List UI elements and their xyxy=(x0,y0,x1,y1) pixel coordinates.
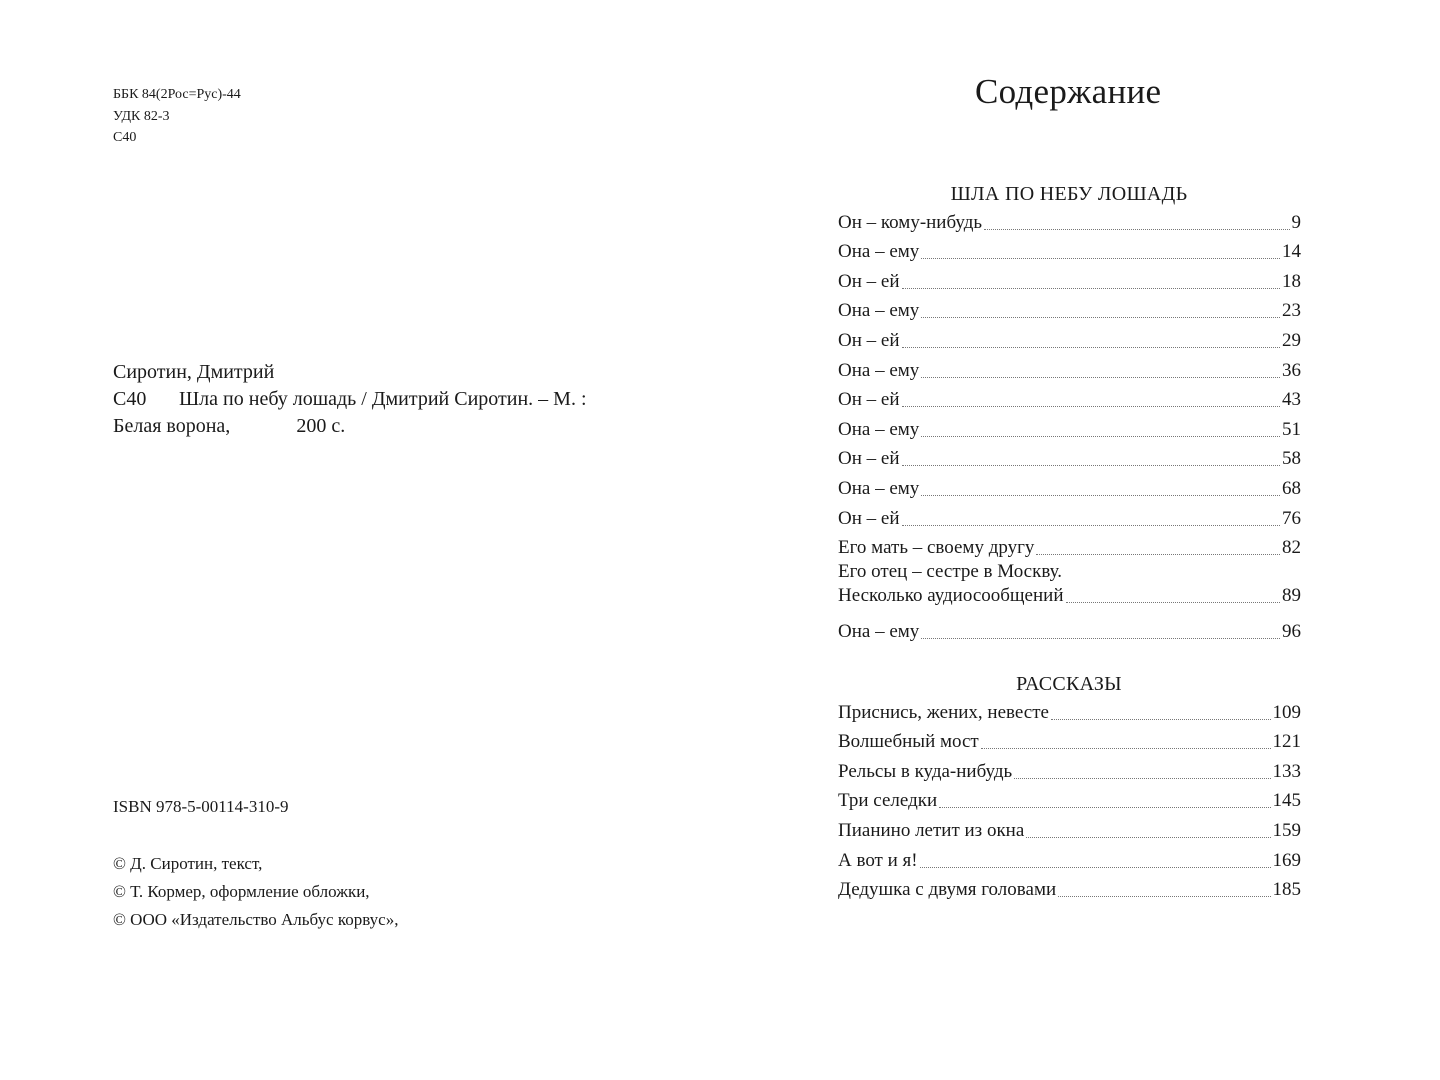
toc-entry[interactable] xyxy=(838,323,1301,353)
toc-entry-title: Он – ей xyxy=(838,448,900,470)
toc-entry-title: Он – ей xyxy=(838,270,900,292)
toc-entry[interactable] xyxy=(838,264,1301,294)
dot-leader xyxy=(921,495,1280,496)
entry-title: Шла по небу лошадь / Дмитрий Сиротин. – М. : xyxy=(179,388,587,410)
toc-entry-title: А вот и я! xyxy=(838,849,918,871)
copyright-line: © ООО «Издательство Альбус корвус», xyxy=(113,910,399,929)
record-publisher-line xyxy=(113,413,673,440)
toc-entry-page: 82 xyxy=(1282,537,1301,559)
dot-leader xyxy=(1014,778,1270,779)
toc-entry[interactable] xyxy=(838,784,1301,814)
copyright-line: © Д. Сиротин, текст, xyxy=(113,854,263,873)
toc-entry[interactable] xyxy=(838,383,1301,413)
toc-entry-title: Он – ей xyxy=(838,389,900,411)
toc-entry-title: Его мать – своему другу xyxy=(838,537,1035,559)
toc-entry-title: Волшебный мост xyxy=(838,731,979,753)
dot-leader xyxy=(902,406,1281,407)
toc-entry[interactable] xyxy=(838,501,1301,531)
toc-entry-title: Он – ей xyxy=(838,507,900,529)
copyright-line: © Т. Кормер, оформление обложки, xyxy=(113,882,370,901)
toc-entry-title: Несколько аудиосообщений xyxy=(838,585,1064,607)
dot-leader xyxy=(902,288,1281,289)
toc-entry[interactable] xyxy=(838,695,1301,725)
bbk-code: ББК 84(2Рос=Рус)-44 xyxy=(113,87,241,102)
publisher: Белая ворона, xyxy=(113,415,231,437)
udk-code: УДК 82-3 xyxy=(113,108,170,124)
dot-leader xyxy=(921,258,1280,259)
toc-entry[interactable] xyxy=(838,442,1301,472)
toc-entry[interactable] xyxy=(838,754,1301,784)
toc-entry[interactable] xyxy=(838,471,1301,501)
toc-entry[interactable] xyxy=(838,725,1301,755)
toc-entry-title: Она – ему xyxy=(838,241,920,263)
toc-entry-page: 51 xyxy=(1282,418,1301,440)
toc-entry-page: 109 xyxy=(1272,701,1301,723)
toc-entry-title-line: Его отец – сестре в Москву. xyxy=(838,561,1063,583)
toc-entry[interactable] xyxy=(838,235,1301,265)
toc-entry-title: Она – ему xyxy=(838,359,920,381)
bibliographic-record xyxy=(113,359,673,440)
toc-entry[interactable] xyxy=(838,560,1301,614)
dot-leader xyxy=(1036,554,1280,555)
toc-entry-page: 185 xyxy=(1272,879,1301,901)
toc-entry-title: Он – ей xyxy=(838,329,900,351)
toc-entry-title: Дедушка с двумя головами xyxy=(838,879,1057,901)
dot-leader xyxy=(1026,837,1270,838)
author-sign: С40 xyxy=(113,130,137,145)
toc-entry-title: Три селедки xyxy=(838,790,938,812)
dot-leader xyxy=(1058,896,1270,897)
toc-entry-title: Он – кому-нибудь xyxy=(838,211,983,233)
toc-entry-page: 68 xyxy=(1282,477,1301,499)
toc-entry-page: 121 xyxy=(1272,731,1301,753)
page-title: Содержание xyxy=(975,72,1162,111)
toc-entry-page: 169 xyxy=(1272,849,1301,871)
toc-entry-page: 18 xyxy=(1282,270,1301,292)
toc-entry-page: 145 xyxy=(1272,790,1301,812)
page-count: 200 с. xyxy=(296,415,346,437)
toc-entry-page: 133 xyxy=(1272,760,1301,782)
toc-entry-page: 89 xyxy=(1282,585,1301,607)
toc-entry[interactable] xyxy=(838,843,1301,873)
toc-list xyxy=(838,695,1301,902)
entry-code: С40 xyxy=(113,388,147,410)
dot-leader xyxy=(902,465,1281,466)
isbn: ISBN 978-5-00114-310-9 xyxy=(113,797,289,816)
toc-entry-title: Она – ему xyxy=(838,477,920,499)
classification-codes xyxy=(113,84,241,149)
dot-leader xyxy=(921,436,1280,437)
dot-leader xyxy=(921,377,1280,378)
dot-leader xyxy=(902,525,1281,526)
dot-leader xyxy=(981,748,1271,749)
toc-entry-page: 43 xyxy=(1282,389,1301,411)
toc-entry[interactable] xyxy=(838,294,1301,324)
dot-leader xyxy=(921,317,1280,318)
dot-leader xyxy=(1051,719,1271,720)
record-title-line xyxy=(113,386,673,413)
dot-leader xyxy=(902,347,1281,348)
section-heading: ШЛА ПО НЕБУ ЛОШАДЬ xyxy=(950,183,1188,205)
toc-list xyxy=(838,205,1301,644)
toc-entry-page: 9 xyxy=(1291,211,1301,233)
dot-leader xyxy=(1066,602,1281,603)
toc-entry[interactable] xyxy=(838,614,1301,644)
dot-leader xyxy=(921,638,1280,639)
toc-entry-title: Она – ему xyxy=(838,620,920,642)
toc-entry-title: Она – ему xyxy=(838,300,920,322)
section-heading: РАССКАЗЫ xyxy=(1016,673,1122,695)
toc-entry[interactable] xyxy=(838,205,1301,235)
dot-leader xyxy=(984,229,1289,230)
toc-entry[interactable] xyxy=(838,873,1301,903)
toc-entry-title: Пианино летит из окна xyxy=(838,819,1025,841)
toc-entry-title: Рельсы в куда-нибудь xyxy=(838,760,1013,782)
author-heading: Сиротин, Дмитрий xyxy=(113,361,275,383)
dot-leader xyxy=(920,867,1271,868)
toc-entry-page: 14 xyxy=(1282,241,1301,263)
toc-entry[interactable] xyxy=(838,353,1301,383)
dot-leader xyxy=(939,807,1270,808)
toc-entry-page: 159 xyxy=(1272,819,1301,841)
toc-entry[interactable] xyxy=(838,531,1301,561)
contents-page xyxy=(720,0,1440,1080)
toc-entry[interactable] xyxy=(838,412,1301,442)
toc-entry-page: 96 xyxy=(1282,620,1301,642)
toc-entry-title: Она – ему xyxy=(838,418,920,440)
toc-entry-page: 23 xyxy=(1282,300,1301,322)
toc-entry-page: 29 xyxy=(1282,329,1301,351)
toc-entry-title: Приснись, жених, невесте xyxy=(838,701,1049,723)
copyright-block xyxy=(113,850,398,934)
toc-entry-page: 76 xyxy=(1282,507,1301,529)
toc-entry[interactable] xyxy=(838,813,1301,843)
toc-entry-page: 58 xyxy=(1282,448,1301,470)
toc-entry-page: 36 xyxy=(1282,359,1301,381)
